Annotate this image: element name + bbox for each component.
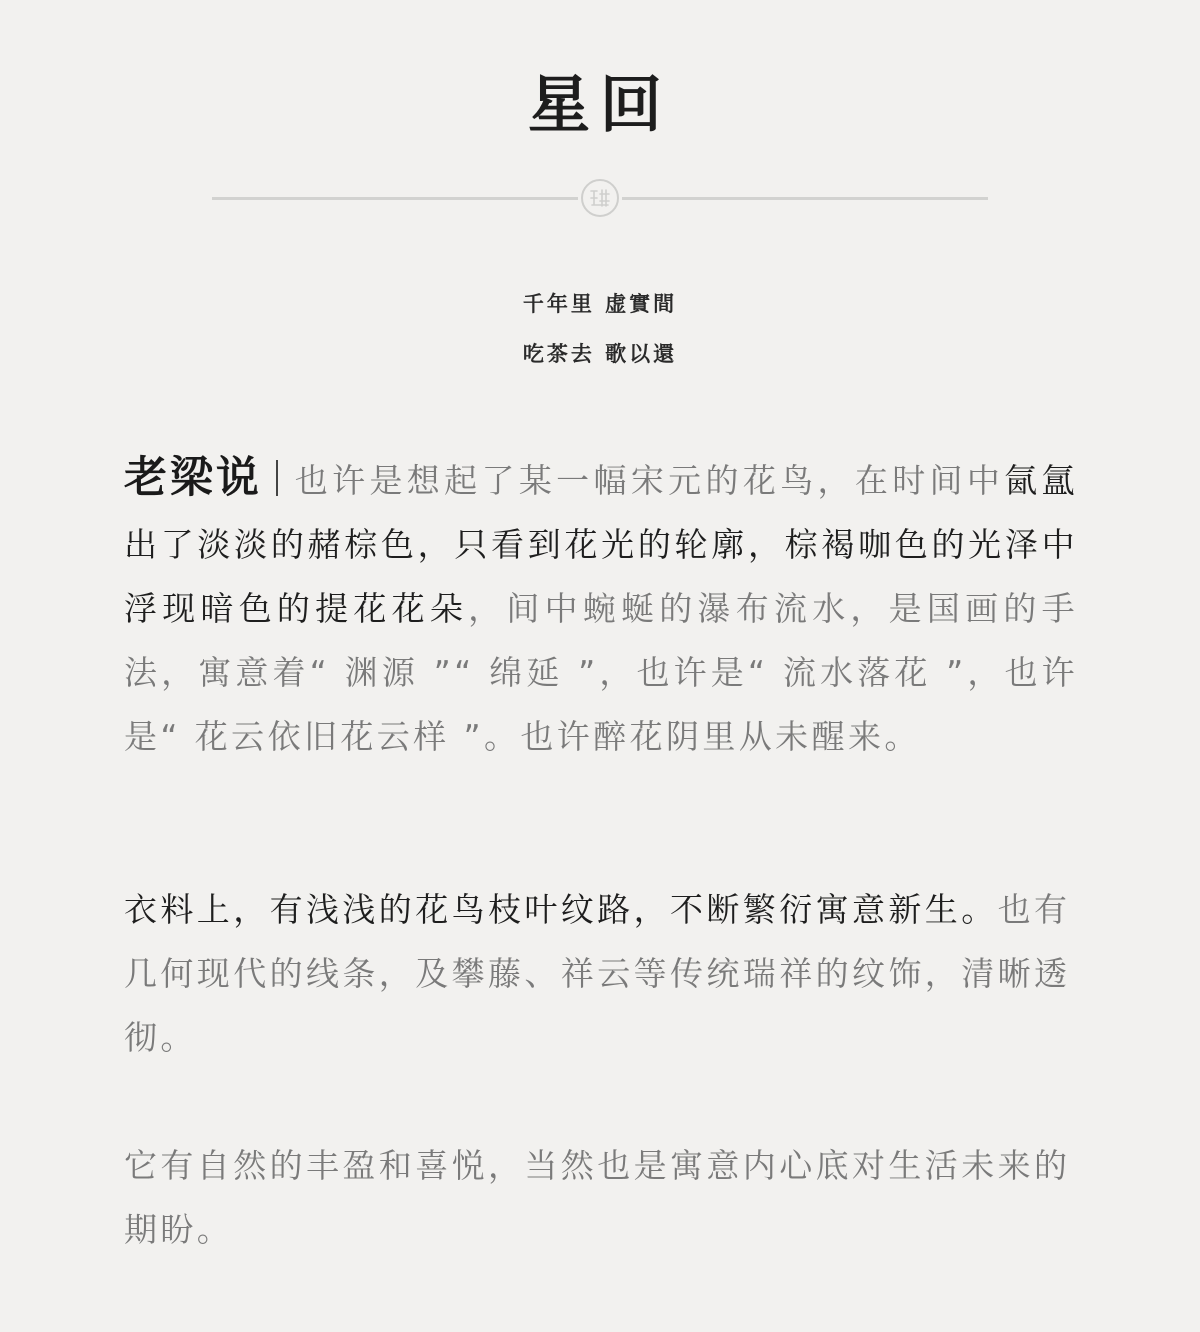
page-title: 星回 bbox=[527, 68, 672, 141]
paragraph-2-emphasis: 衣料上，有浅浅的花鸟枝叶纹路，不断繁衍寓意新生。 bbox=[124, 890, 998, 929]
paragraph-1 bbox=[124, 446, 1078, 769]
poem-line-1: 千年里 虚實間 bbox=[522, 291, 678, 316]
paragraph-2 bbox=[124, 878, 1078, 1070]
paragraph-2-rest: 也有几何现代的线条，及攀藤、祥云等传统瑞祥的纹饰，清晰透彻。 bbox=[124, 890, 1071, 1057]
speaker-name: 老梁说 bbox=[124, 453, 262, 503]
seal-stamp-icon bbox=[580, 178, 620, 218]
paragraph-1-emphasis: 氤氲出了淡淡的赭棕色，只看到花光的轮廓，棕褐咖色的光泽中浮现暗色的提花花朵 bbox=[124, 461, 1078, 628]
paragraph-1-intro: 也许是想起了某一幅宋元的花鸟，在时间中 bbox=[293, 461, 1005, 500]
paragraph-3-text: 它有自然的丰盈和喜悦，当然也是寓意内心底对生活未来的期盼。 bbox=[124, 1146, 1071, 1249]
poem-subtitle bbox=[0, 284, 1200, 384]
paragraph-3 bbox=[124, 1134, 1078, 1262]
divider-line-right bbox=[622, 197, 988, 200]
title-divider bbox=[212, 178, 988, 218]
divider-line-left bbox=[212, 197, 578, 200]
speaker-separator bbox=[276, 460, 278, 496]
poem-line-2: 吃茶去 歌以還 bbox=[522, 341, 678, 366]
paragraph-1-rest: ，间中蜿蜒的瀑布流水，是国画的手法，寓意着“ 渊源 ”“ 绵延 ”，也许是“ 流水落花 ”，也许是“ 花云依旧花云样 ”。也许醉花阴里从未醒来。 bbox=[124, 589, 1078, 756]
